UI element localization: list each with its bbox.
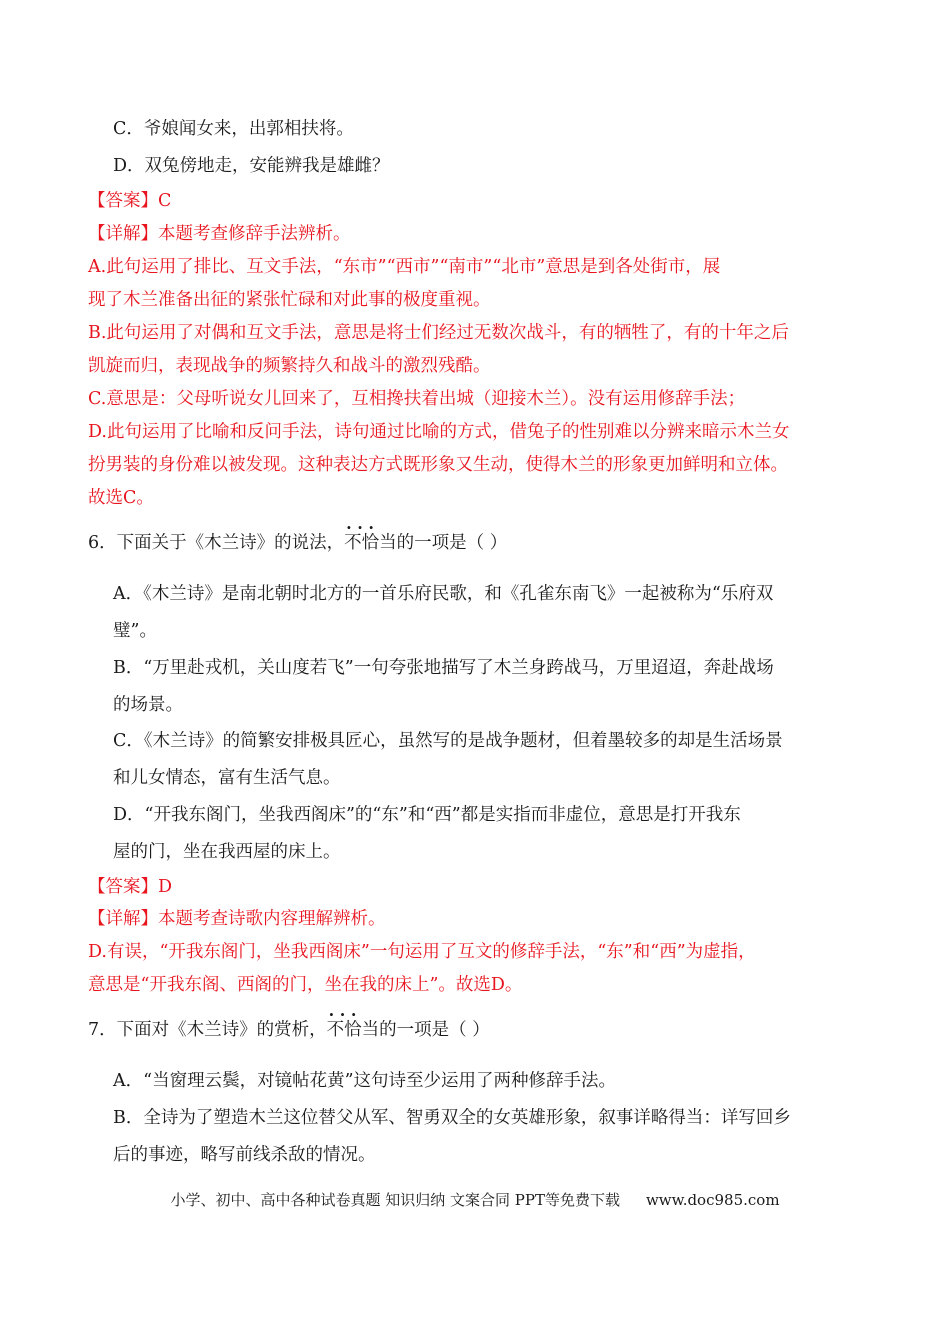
q5-explain-d-line2: 扮男装的身份难以被发现。这种表达方式既形象又生动，使得木兰的形象更加鲜明和立体。 <box>88 455 788 475</box>
q6-explain-line2: 意思是“开我东阁、西阁的门，坐在我的床上”。故选D。 <box>88 975 523 995</box>
q5-explain-a-line2: 现了木兰准备出征的紧张忙碌和对此事的极度重视。 <box>88 290 491 310</box>
q5-option-d: D．双兔傍地走，安能辨我是雄雌？ <box>113 156 390 176</box>
q5-answer: 【答案】C <box>88 191 172 211</box>
q5-explain-a-line1: A.此句运用了排比、互文手法，“东市”“西市”“南市”“北市”意思是到各处街市，展 <box>88 257 721 277</box>
q6-stem-emphasis: · · · 不恰当 <box>344 531 397 555</box>
q5-explain-d-line1: D.此句运用了比喻和反问手法，诗句通过比喻的方式，借兔子的性别难以分辨来暗示木兰女 <box>88 422 790 442</box>
q6-detail: 【详解】本题考查诗歌内容理解辨析。 <box>88 909 386 929</box>
q6-stem-post: 的一项是（ ） <box>396 533 508 553</box>
q6-option-c-line2: 和儿女情态，富有生活气息。 <box>113 768 341 788</box>
page-footer <box>0 1190 950 1210</box>
q6-option-d-line2: 屋的门，坐在我西屋的床上。 <box>113 842 341 862</box>
q7-stem-pre: 7．下面对《木兰诗》的赏析， <box>88 1020 327 1040</box>
q7-option-b-line2: 后的事迹，略写前线杀敌的情况。 <box>113 1145 376 1165</box>
q6-option-b-line1: B．“万里赴戎机，关山度若飞”一句夸张地描写了木兰身跨战马，万里迢迢，奔赴战场 <box>113 658 774 678</box>
q6-stem <box>88 531 507 555</box>
footer-text: 小学、初中、高中各种试卷真题 知识归纳 文案合同 PPT等免费下载 <box>170 1191 620 1209</box>
q6-answer: 【答案】D <box>88 877 173 897</box>
q6-option-c-line1: C．《木兰诗》的简繁安排极具匠心，虽然写的是战争题材，但着墨较多的却是生活场景 <box>113 731 783 751</box>
q5-detail: 【详解】本题考查修辞手法辨析。 <box>88 224 351 244</box>
q6-explain-line1: D.有误，“开我东阁门，坐我西阁床”一句运用了互文的修辞手法，“东”和“西”为虚指， <box>88 942 756 962</box>
q7-option-a: A．“当窗理云鬓，对镜帖花黄”这句诗至少运用了两种修辞手法。 <box>113 1071 617 1091</box>
q6-option-a-line1: A．《木兰诗》是南北朝时北方的一首乐府民歌，和《孔雀东南飞》一起被称为“乐府双 <box>113 584 774 604</box>
q7-stem <box>88 1018 490 1042</box>
q5-explain-c: C.意思是：父母听说女儿回来了，互相搀扶着出城（迎接木兰）。没有运用修辞手法； <box>88 389 746 409</box>
q7-stem-emphasis: · · · 不恰当 <box>327 1018 380 1042</box>
q7-option-b-line1: B．全诗为了塑造木兰这位替父从军、智勇双全的女英雄形象，叙事详略得当：详写回乡 <box>113 1108 791 1128</box>
q5-explain-b-line1: B.此句运用了对偶和互文手法，意思是将士们经过无数次战斗，有的牺牲了，有的十年之后 <box>88 323 789 343</box>
footer-url[interactable]: www.doc985.com <box>645 1191 780 1209</box>
q5-explain-b-line2: 凯旋而归，表现战争的频繁持久和战斗的激烈残酷。 <box>88 356 491 376</box>
q6-stem-pre: 6．下面关于《木兰诗》的说法， <box>88 533 345 553</box>
q5-conclusion: 故选C。 <box>88 488 154 508</box>
q5-option-c: C．爷娘闻女来，出郭相扶将。 <box>113 119 354 139</box>
q6-option-a-line2: 璧”。 <box>113 621 157 641</box>
q6-option-d-line1: D．“开我东阁门，坐我西阁床”的“东”和“西”都是实指而非虚位，意思是打开我东 <box>113 805 741 825</box>
q7-stem-post: 的一项是（ ） <box>379 1020 490 1040</box>
q6-option-b-line2: 的场景。 <box>113 695 183 715</box>
